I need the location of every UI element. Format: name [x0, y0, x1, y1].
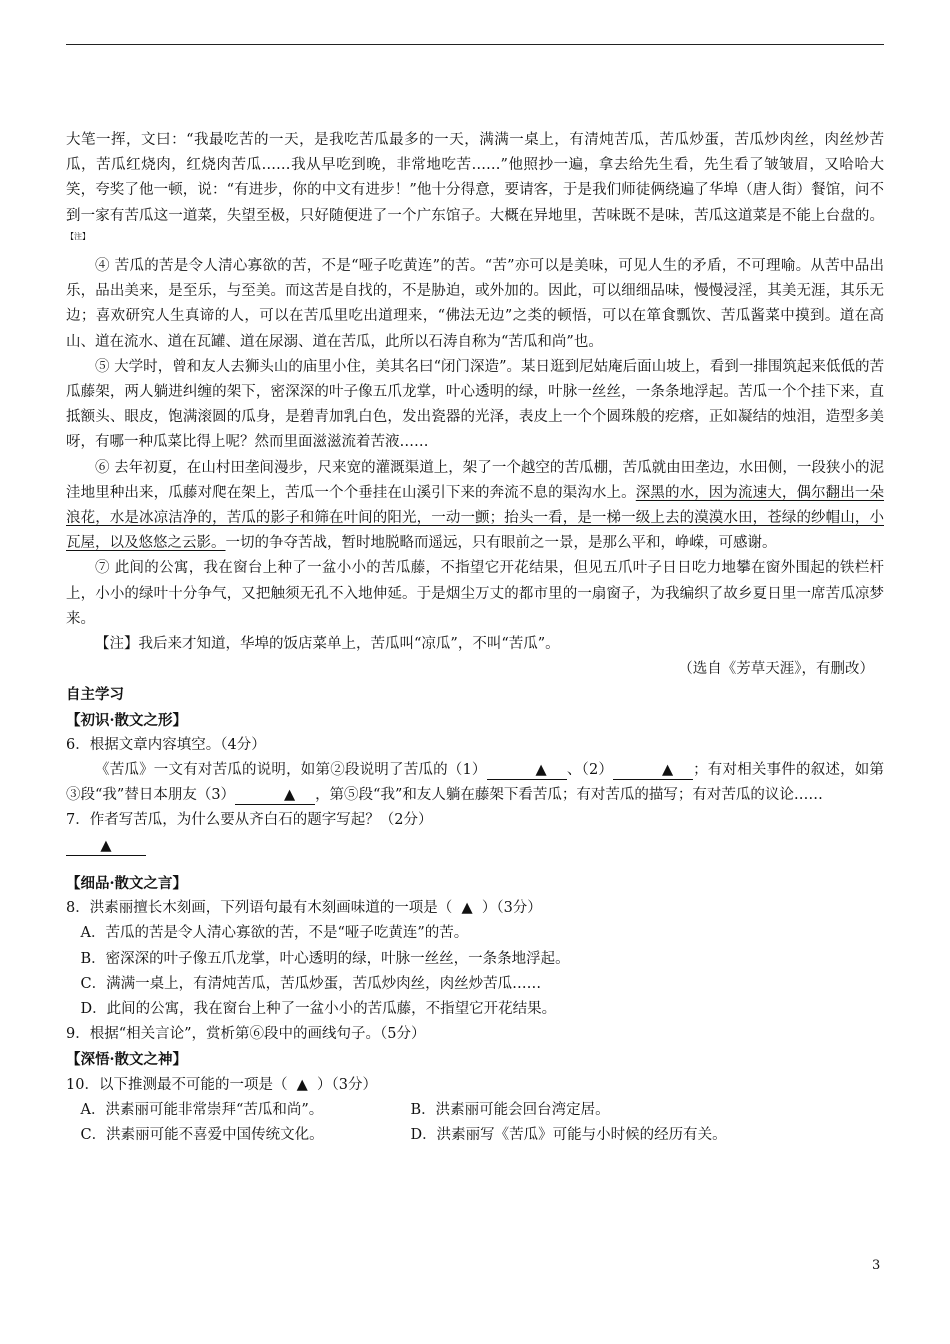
paragraph-text: 大笔一挥，文曰：“我最吃苦的一天，是我吃苦瓜最多的一天，满满一桌上，有清炖苦瓜，苦瓜炒蛋，苦瓜炒肉丝，肉丝炒苦瓜，苦瓜红烧肉，红烧肉苦瓜……我从早吃到晚，非常地吃苦……”他照抄一遍，拿去给先生看，先生看了皱皱眉，又哈哈大笑，夸奖了他一顿，说：“有进步，你的中文有进步！”他十分得意，要请客，于是我们师徒俩绕遍了华埠（唐人街）餐馆，问不到一家有苦瓜这一道菜，失望至极，只好随便进了一个广东馆子。大概在异地里，苦味既不是味，苦瓜这道菜是不能上台盘的。 — [66, 132, 884, 224]
question-text: 、（2） — [566, 762, 614, 779]
question-10-stem — [66, 1073, 884, 1098]
answer-mark[interactable]: ▲ — [461, 900, 473, 917]
question-10-option-b: B．洪素丽可能会回台湾定居。 — [410, 1101, 610, 1118]
question-10-option-c: C．洪素丽可能不喜爱中国传统文化。 — [80, 1126, 324, 1143]
passage-paragraph-6 — [66, 456, 884, 557]
question-8-option-a: A．苦瓜的苦是令人清心寡欲的苦，不是“哑子吃黄连”的苦。 — [80, 925, 469, 942]
section-title: 自主学习 — [66, 686, 124, 704]
question-text: ）（3分） — [317, 1076, 378, 1093]
paragraph-text: ⑥ 去年初夏，在山村田垄间漫步，尺来宽的灌溉渠道上，架了一个越空的苦瓜棚，苦瓜就由田垄边，水田侧，一段狭小的泥洼地里种出来，瓜藤对爬在架上，苦瓜一个个垂挂在山溪引下来的奔流不息的渠沟水上。 — [66, 459, 884, 501]
part-title-2: 【细品·散文之言】 — [66, 874, 188, 892]
passage-paragraph-continued — [66, 128, 884, 254]
question-8-stem — [66, 896, 884, 921]
question-10-options-row-1 — [66, 1098, 884, 1123]
question-text: 10．以下推测最不可能的一项是（ — [66, 1076, 288, 1093]
question-7-stem: 7．作者写苦瓜，为什么要从齐白石的题字写起？（2分） — [66, 812, 433, 829]
answer-blank-4[interactable]: ▲ — [66, 837, 146, 856]
answer-blank-3[interactable]: ▲ — [235, 786, 315, 805]
page-number: 3 — [872, 1258, 881, 1273]
question-8-option-b: B．密深深的叶子像五爪龙掌，叶心透明的绿，叶脉一丝丝，一条条地浮起。 — [80, 950, 570, 967]
question-8-option-c: C．满满一桌上，有清炖苦瓜，苦瓜炒蛋，苦瓜炒肉丝，肉丝炒苦瓜…… — [80, 975, 542, 992]
header-rule — [66, 44, 884, 45]
paragraph-text: 一切的争夺苦战，暂时地脱略而遥远，只有眼前之一景，是那么平和，峥嵘，可感谢。 — [225, 535, 777, 552]
answer-blank-2[interactable]: ▲ — [613, 761, 693, 780]
question-10-options-row-2 — [66, 1123, 884, 1148]
source-citation: （选自《芳草天涯》，有删改） — [678, 661, 874, 678]
underlined-sentence: 深黑的水，因为流速大，偶尔翻出一朵浪花，水是冰凉洁净的，苦瓜的影子和筛在叶间的阳光，一动一颤；抬头一看，是一梯一级上去的漠漠水田，苍绿的纱帽山，小瓦屋，以及悠悠之云影。 — [66, 484, 885, 552]
question-7-answer — [66, 834, 884, 859]
part-title-3: 【深悟·散文之神】 — [66, 1051, 188, 1069]
answer-blank-1[interactable]: ▲ — [487, 761, 567, 780]
question-8-option-d: D．此间的公寓，我在窗台上种了一盆小小的苦瓜藤，不指望它开花结果。 — [80, 1000, 557, 1017]
question-text: ；有对相关事件的叙述，如第③段“我”替日本朋友（3） — [66, 762, 885, 804]
question-10-option-a: A．洪素丽可能非常崇拜“苦瓜和尚”。 — [80, 1101, 324, 1118]
question-text: 8．洪素丽擅长木刻画，下列语句最有木刻画味道的一项是（ — [66, 900, 453, 917]
passage-paragraph-7: ⑦ 此间的公寓，我在窗台上种了一盆小小的苦瓜藤，不指望它开花结果，但见五爪叶子日日吃力地攀在窗外围起的铁栏杆上，小小的绿叶十分争气，又把触须无孔不入地伸延。于是烟尘万丈的都市里的一扇窗子，为我编织了故乡夏日里一席苦瓜凉梦来。 — [66, 560, 884, 627]
note-marker: 【注】 — [66, 231, 90, 241]
part-title-1: 【初识·散文之形】 — [66, 711, 188, 729]
question-text: 《苦瓜》一文有对苦瓜的说明，如第②段说明了苦瓜的（1） — [95, 762, 487, 779]
footnote: 【注】我后来才知道，华埠的饭店菜单上，苦瓜叫“凉瓜”，不叫“苦瓜”。 — [95, 636, 560, 653]
question-10-option-d: D．洪素丽写《苦瓜》可能与小时候的经历有关。 — [410, 1126, 727, 1143]
question-text: ，第⑤段“我”和友人躺在藤架下看苦瓜；有对苦瓜的描写；有对苦瓜的议论…… — [315, 787, 823, 804]
answer-mark[interactable]: ▲ — [296, 1076, 308, 1093]
question-text: ）（3分） — [481, 900, 542, 917]
question-6-stem: 6．根据文章内容填空。（4分） — [66, 736, 266, 753]
question-9-stem: 9．根据“相关言论”，赏析第⑥段中的画线句子。（5分） — [66, 1026, 426, 1043]
page-body — [66, 128, 884, 1148]
passage-paragraph-5: ⑤ 大学时，曾和友人去狮头山的庙里小住，美其名曰“闭门深造”。某日逛到尼姑庵后面山坡上，看到一排围筑起来低低的苦瓜藤架，两人躺进纠缠的架下，密深深的叶子像五爪龙掌，叶心透明的绿，叶脉一丝丝，一条条地浮起。苦瓜一个个挂下来，直抵额头、眼皮，饱满滚圆的瓜身，是碧青加乳白色，发出瓷器的光泽，表皮上一个个圆珠般的疙瘩，正如凝结的烛泪，造型多美呀，有哪一种瓜菜比得上呢？然而里面滋滋流着苦液…… — [66, 358, 884, 451]
passage-paragraph-4: ④ 苦瓜的苦是令人清心寡欲的苦，不是“哑子吃黄连”的苦。“苦”亦可以是美味，可见人生的矛盾，不可理喻。从苦中品出乐，品出美来，是至乐，与至美。而这苦是自找的，不是胁迫，或外加的。因此，可以细细品味，慢慢浸淫，其美无涯，其乐无边；喜欢研究人生真谛的人，可以在苦瓜里吃出道理来，“佛法无边”之类的顿悟，可以在箪食瓢饮、苦瓜酱菜中摸到。道在高山、道在流水、道在瓦罐、道在尿溺、道在苦瓜，此所以石涛自称为“苦瓜和尚”也。 — [66, 258, 884, 350]
question-6-body — [66, 758, 884, 808]
